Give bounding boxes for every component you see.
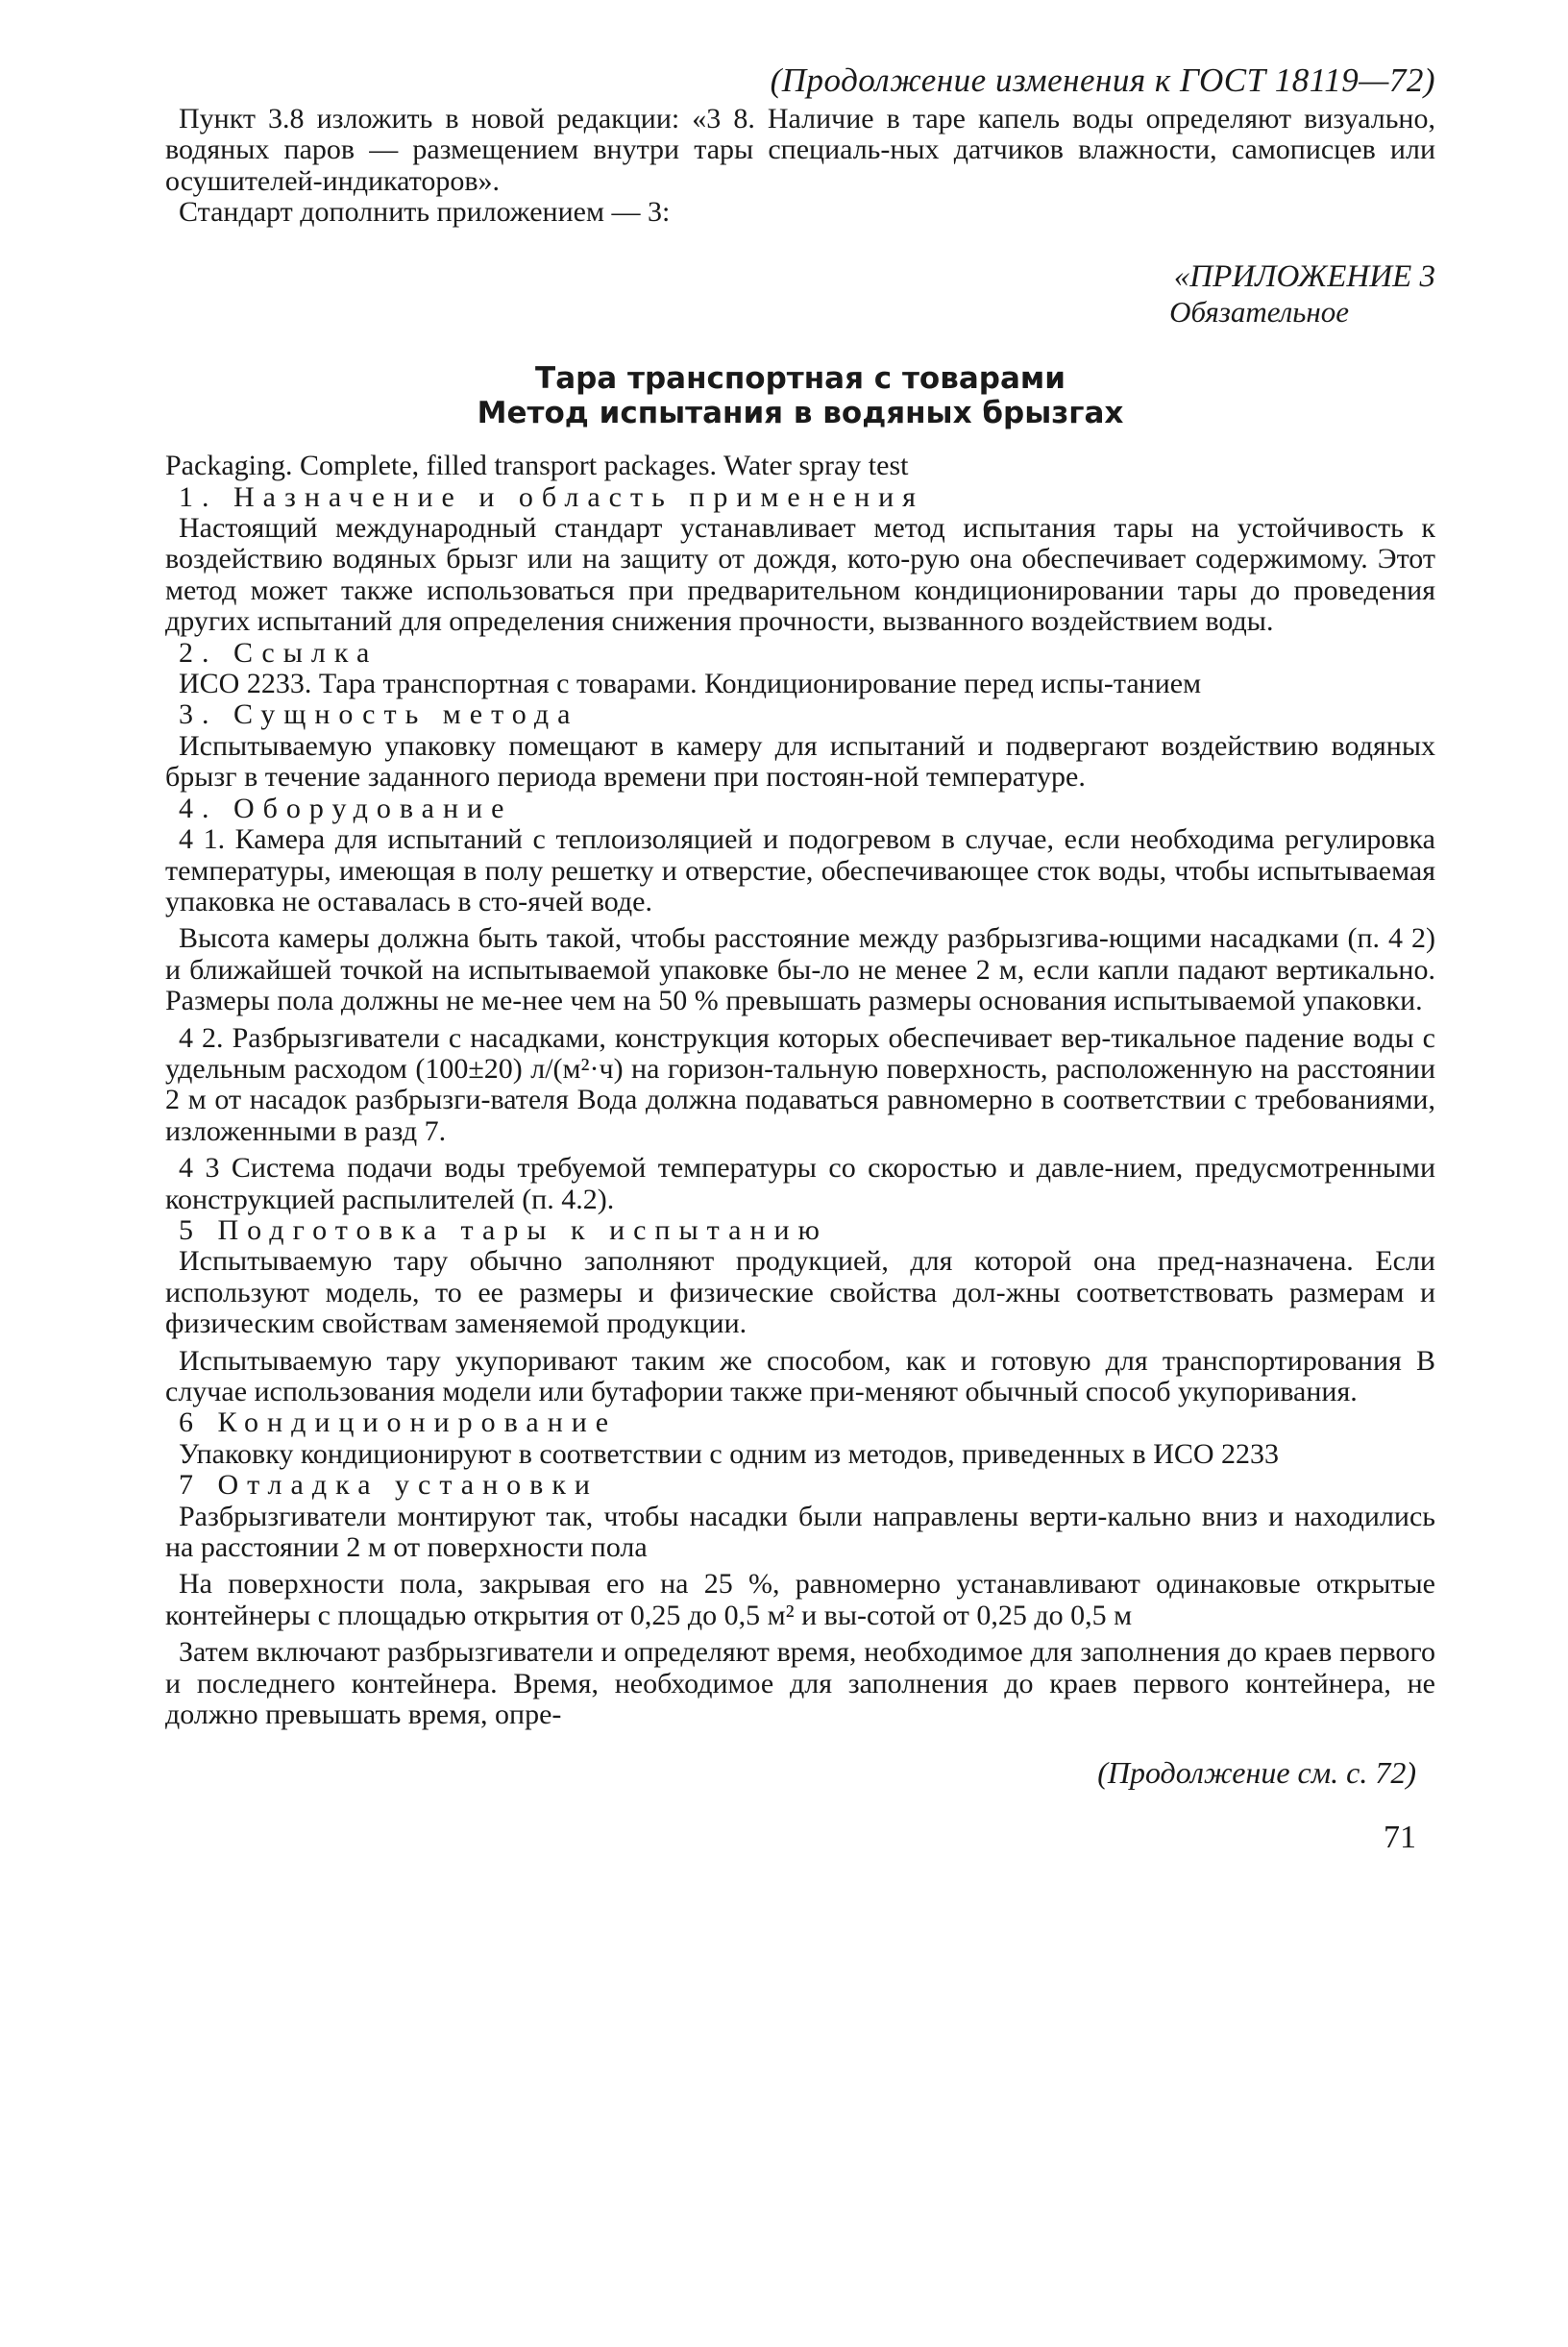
section-4-heading: 4. Оборудование bbox=[179, 792, 513, 824]
appendix-status: Обязательное bbox=[1169, 294, 1349, 329]
title-line-1: Тара транспортная с товарами bbox=[535, 360, 1066, 396]
section-1-heading: 1. Назначение и область применения bbox=[179, 480, 924, 513]
section-4-paragraph-3: 4 2. Разбрызгиватели с насадками, конструкция которых обеспечивает вер-тикальное падение воды с удельным расходом (100±20) л/(м²·ч) на горизон-тальную поверхность, расположенную на расстоянии 2 м от насадок разбрызги-вателя Вода должна подаваться равномерно в соответствии с требованиями, изложенными в разд 7. bbox=[165, 1021, 1435, 1147]
section-4-paragraph-4: 4 3 Система подачи воды требуемой температуры со скоростью и давле-нием, предусмотренными конструкцией распылителей (п. 4.2). bbox=[165, 1152, 1435, 1215]
section-4-paragraph-1: 4 1. Камера для испытаний с теплоизоляцией и подогревом в случае, если необходима регулировка температуры, имеющая в полу решетку и отверстие, обеспечивающее сток воды, чтобы испытываемая упаковка не оставалась в сто-ячей воде. bbox=[165, 823, 1435, 917]
section-7-paragraph-3: Затем включают разбрызгиватели и определяют время, необходимое для заполнения до краев первого и последнего контейнера. Время, необходимое для заполнения до краев первого контейнера, не должно превышать время, опре- bbox=[165, 1636, 1435, 1731]
section-7-paragraph-1: Разбрызгиватели монтируют так, чтобы насадки были направлены верти-кально вниз и находились на расстоянии 2 м от поверхности пола bbox=[165, 1500, 1435, 1564]
page-number: 71 bbox=[1384, 1820, 1416, 1856]
section-6-heading: 6 Кондиционирование bbox=[179, 1406, 618, 1439]
section-7-heading: 7 Отладка установки bbox=[179, 1469, 599, 1502]
appendix-label: «ПРИЛОЖЕНИЕ 3 bbox=[1173, 258, 1435, 294]
section-3-paragraph: Испытываемую упаковку помещают в камеру для испытаний и подвергают воздействию водяных брызг в течение заданного периода времени при постоян-ной температуре. bbox=[165, 729, 1435, 794]
document-title bbox=[165, 361, 1435, 430]
section-4-paragraph-2: Высота камеры должна быть такой, чтобы расстояние между разбрызгива-ющими насадками (п. 4 2) и ближайшей точкой на испытываемой упаковке бы-ло не менее 2 м, если капли падают вертикально. Размеры пола должны не ме-нее чем на 50 % превышать размеры основания испытываемой упаковки. bbox=[165, 922, 1435, 1017]
title-line-2: Метод испытания в водяных брызгах bbox=[477, 395, 1124, 430]
section-5-heading: 5 Подготовка тары к испытанию bbox=[179, 1213, 828, 1246]
section-3-heading: 3. Сущность метода bbox=[179, 698, 579, 731]
continuation-header: (Продолжение изменения к ГОСТ 18119—72) bbox=[770, 61, 1435, 99]
section-7-paragraph-2: На поверхности пола, закрывая его на 25 %, равномерно устанавливают одинаковые открытые контейнеры с площадью открытия от 0,25 до 0,5 м² и вы-сотой от 0,25 до 0,5 м bbox=[165, 1568, 1435, 1631]
intro-paragraph-1: Пункт 3.8 изложить в новой редакции: «3 8. Наличие в таре капель воды определяют визуально, водяных паров — размещением внутри тары специаль-ных датчиков влажности, самописцев или осушителей-индикаторов». bbox=[165, 103, 1435, 197]
section-5-paragraph-1: Испытываемую тару обычно заполняют продукцией, для которой она пред-назначена. Если используют модель, то ее размеры и физические свойства дол-жны соответствовать размерам и физическим свойствам заменяемой продукции. bbox=[165, 1245, 1435, 1340]
section-1-paragraph: Настоящий международный стандарт устанавливает метод испытания тары на устойчивость к воздействию водяных брызг или на защиту от дождя, кото-рую она обеспечивает содержимому. Этот метод может также использоваться при предварительном кондиционировании тары до проведения других испытаний для определения снижения прочности, вызванного воздействием воды. bbox=[165, 512, 1435, 638]
intro-paragraph-2: Стандарт дополнить приложением — 3: bbox=[179, 196, 671, 229]
english-title: Packaging. Complete, filled transport packages. Water spray test bbox=[165, 449, 909, 481]
section-6-paragraph: Упаковку кондиционируют в соответствии с одним из методов, приведенных в ИСО 2233 bbox=[179, 1437, 1280, 1470]
section-5-paragraph-2: Испытываемую тару укупоривают таким же способом, как и готовую для транспортирования В случае использования модели или бутафории также при-меняют обычный способ укупоривания. bbox=[165, 1344, 1435, 1407]
appendix-label-block bbox=[165, 257, 1435, 329]
section-2-heading: 2. Ссылка bbox=[179, 636, 379, 669]
text-column bbox=[165, 58, 1435, 1857]
section-2-paragraph: ИСО 2233. Тара транспортная с товарами. Кондиционирование перед испы-танием bbox=[179, 668, 1202, 700]
continuation-footer: (Продолжение см. с. 72) bbox=[1097, 1755, 1416, 1791]
